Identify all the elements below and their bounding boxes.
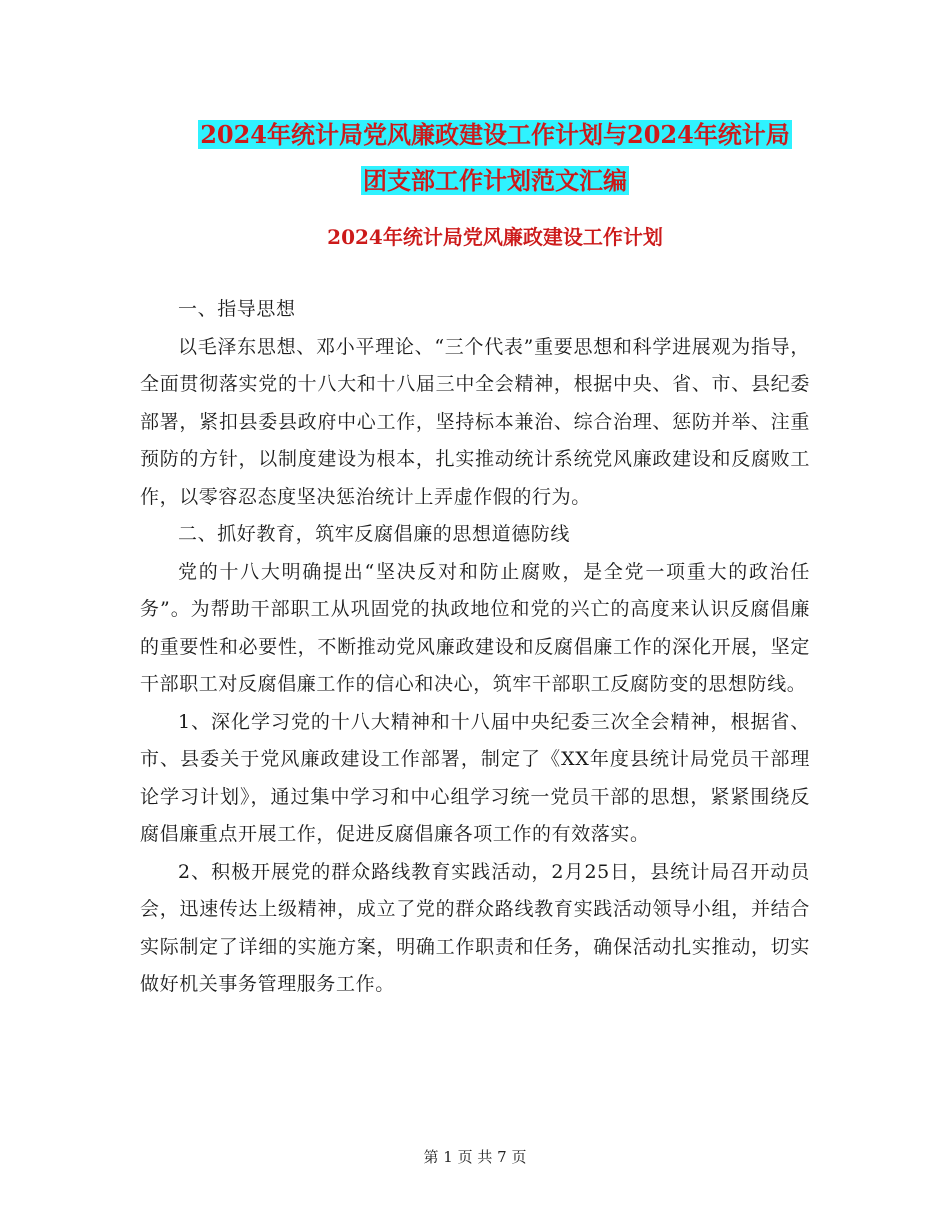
paragraph-item-1: 1、深化学习党的十八大精神和十八届中央纪委三次全会精神，根据省、市、县委关于党风廉政建设工作部署，制定了《XX年度县统计局党员干部理论学习计划》，通过集中学习和中心组学习统一党员干部的思想，紧紧围绕反腐倡廉重点开展工作，促进反腐倡廉各项工作的有效落实。 bbox=[140, 710, 810, 845]
title-line-2: 团支部工作计划范文汇编 bbox=[363, 166, 627, 195]
title-line-1: 2024年统计局党风廉政建设工作计划与2024年统计局 bbox=[200, 120, 790, 149]
paragraph-item-2: 2、积极开展党的群众路线教育实践活动，2月25日，县统计局召开动员会，迅速传达上级精神，成立了党的群众路线教育实践活动领导小组，并结合实际制定了详细的实施方案，明确工作职责和任务，确保活动扎实推动，切实做好机关事务管理服务工作。 bbox=[140, 860, 810, 995]
paragraph-education: 党的十八大明确提出“坚决反对和防止腐败，是全党一项重大的政治任务”。为帮助干部职工从巩固党的执政地位和党的兴亡的高度来认识反腐倡廉的重要性和必要性，不断推动党风廉政建设和反腐倡廉工作的深化开展，坚定干部职工对反腐倡廉工作的信心和决心，筑牢干部职工反腐防变的思想防线。 bbox=[140, 560, 810, 695]
heading-guiding-ideology: 一、指导思想 bbox=[178, 298, 296, 320]
section-title: 2024年统计局党风廉政建设工作计划 bbox=[327, 225, 663, 249]
document-title bbox=[140, 112, 850, 204]
document-body bbox=[140, 291, 810, 1004]
page-footer: 第 1 页 共 7 页 bbox=[423, 1148, 527, 1166]
paragraph-guiding-ideology: 以毛泽东思想、邓小平理论、“三个代表”重要思想和科学进展观为指导，全面贯彻落实党的十八大和十八届三中全会精神，根据中央、省、市、县纪委部署，紧扣县委县政府中心工作，坚持标本兼治、综合治理、惩防并举、注重预防的方针，以制度建设为根本，扎实推动统计系统党风廉政建设和反腐败工作，以零容忍态度坚决惩治统计上弄虚作假的行为。 bbox=[140, 335, 810, 508]
heading-education: 二、抓好教育，筑牢反腐倡廉的思想道德防线 bbox=[178, 523, 571, 545]
